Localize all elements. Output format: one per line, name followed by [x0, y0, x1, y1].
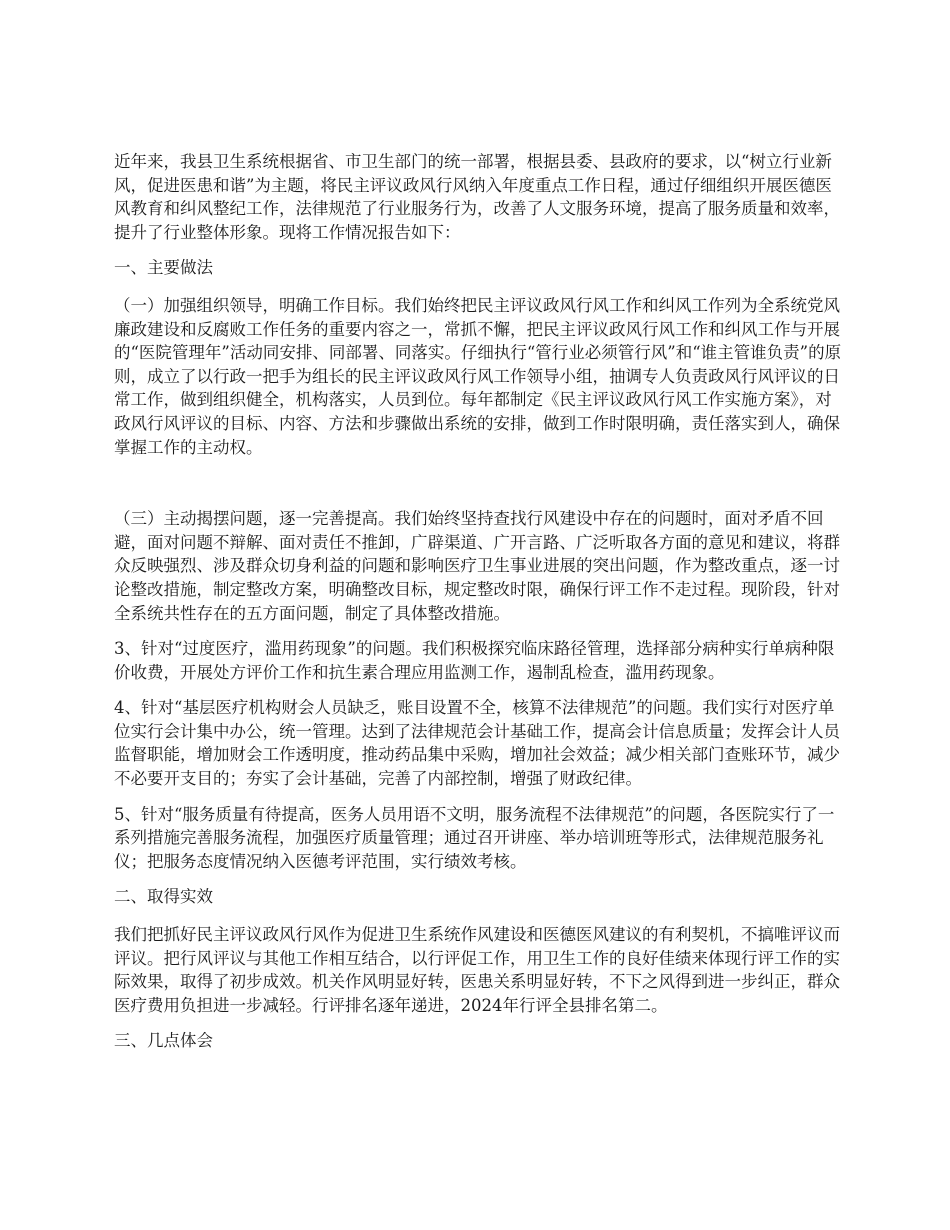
item-3-paragraph: 3、针对“过度医疗，滥用药现象”的问题。我们积极探究临床路径管理，选择部分病种实行单病种限价收费，开展处方评价工作和抗生素合理应用监测工作，遏制乱检查，滥用药现象。 [114, 639, 835, 682]
section-2-paragraph: 我们把抓好民主评议政风行风作为促进卫生系统作风建设和医德医风建议的有利契机，不搞唯评议而评议。把行风评议与其他工作相互结合，以行评促工作，用卫生工作的良好佳绩来体现行评工作的实际效果，取得了初步成效。机关作风明显好转，医患关系明显好转，不下之风得到进一步纠正，群众医疗费用负担进一步减轻。行评排名逐年递进，2024年行评全县排名第二。 [114, 925, 840, 1015]
section-1-heading: 一、主要做法 [114, 258, 213, 278]
section-2-heading: 二、取得实效 [114, 887, 213, 907]
document-body [114, 150, 842, 1067]
intro-paragraph: 近年来，我县卫生系统根据省、市卫生部门的统一部署，根据县委、县政府的要求，以“树立行业新风，促进医患和谐”为主题，将民主评议政风行风纳入年度重点工作日程，通过仔细组织开展医德医风教育和纠风整纪工作，法律规范了行业服务行为，改善了人文服务环境，提高了服务质量和效率，提升了行业整体形象。现将工作情况报告如下： [114, 152, 840, 242]
item-4-paragraph: 4、针对“基层医疗机构财会人员缺乏，账目设置不全，核算不法律规范”的问题。我们实行对医疗单位实行会计集中办公，统一管理。达到了法律规范会计基础工作，提高会计信息质量；发挥会计人员监督职能，增加财会工作透明度，推动药品集中采购，增加社会效益；减少相关部门查账环节，减少不必要开支目的；夯实了会计基础，完善了内部控制，增强了财政纪律。 [114, 698, 840, 789]
section-3-heading: 三、几点体会 [114, 1031, 213, 1051]
section-1-paragraph-3: （三）主动揭摆问题，逐一完善提高。我们始终坚持查找行风建设中存在的问题时，面对矛盾不回避，面对问题不辩解、面对责任不推卸，广辟渠道、广开言路、广泛听取各方面的意见和建议，将群众反映强烈、涉及群众切身利益的问题和影响医疗卫生事业进展的突出问题，作为整改重点，逐一讨论整改措施，制定整改方案，明确整改目标，规定整改时限，确保行评工作不走过程。现阶段，针对全系统共性存在的五方面问题，制定了具体整改措施。 [114, 509, 840, 623]
item-5-paragraph: 5、针对“服务质量有待提高，医务人员用语不文明，服务流程不法律规范”的问题，各医院实行了一系列措施完善服务流程，加强医疗质量管理；通过召开讲座、举办培训班等形式，法律规范服务礼仪；把服务态度情况纳入医德考评范围，实行绩效考核。 [114, 804, 835, 871]
section-1-paragraph-1: （一）加强组织领导，明确工作目标。我们始终把民主评议政风行风工作和纠风工作列为全系统党风廉政建设和反腐败工作任务的重要内容之一，常抓不懈，把民主评议政风行风工作和纠风工作与开展的“医院管理年”活动同安排、同部署、同落实。仔细执行“管行业必须管行风”和“谁主管谁负责”的原则，成立了以行政一把手为组长的民主评议政风行风工作领导小组，抽调专人负责政风行风评议的日常工作，做到组织健全，机构落实，人员到位。每年都制定《民主评议政风行风工作实施方案》，对政风行风评议的目标、内容、方法和步骤做出系统的安排，做到工作时限明确，责任落实到人，确保掌握工作的主动权。 [114, 295, 842, 457]
blank-gap [114, 471, 842, 507]
